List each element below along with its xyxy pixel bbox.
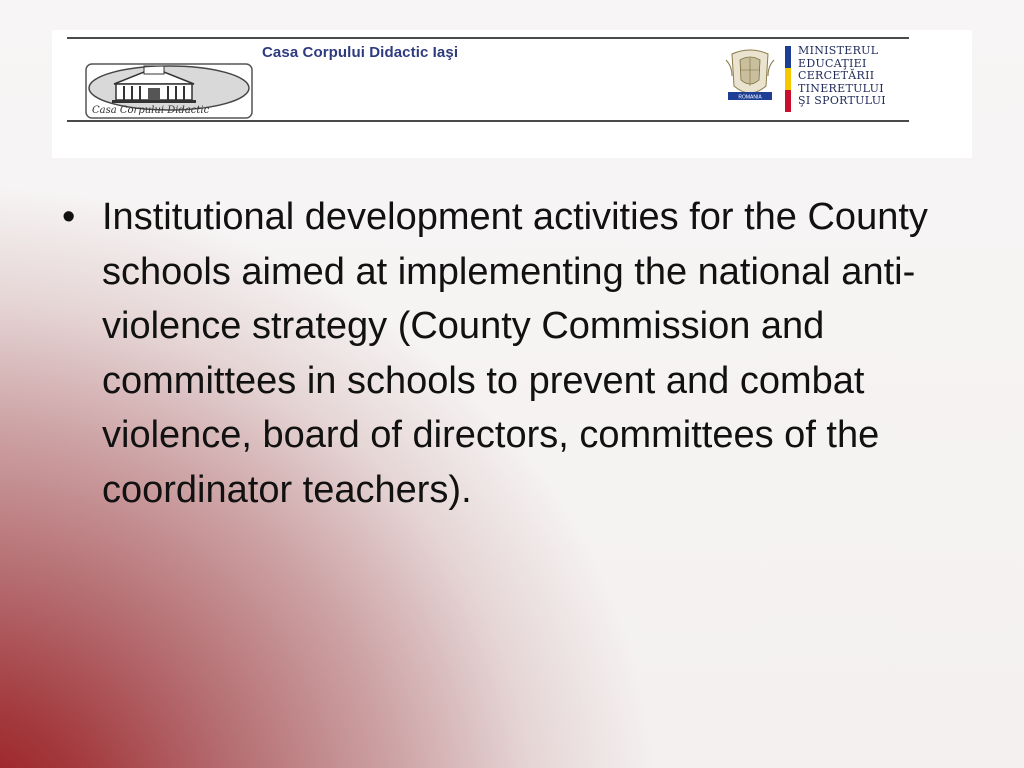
ministry-name <box>798 45 886 108</box>
ministry-line: TINERETULUI <box>798 81 884 95</box>
slide-content <box>62 190 972 517</box>
ministry-line: ŞI SPORTULUI <box>798 94 886 108</box>
header-bottom-rule <box>67 120 909 122</box>
bullet-item <box>62 190 972 517</box>
flag-bar <box>785 46 791 112</box>
org-title: Casa Corpului Didactic Iaşi <box>262 44 459 61</box>
flag-red <box>785 90 791 112</box>
bullet-symbol: • <box>62 196 76 238</box>
header-top-rule <box>67 37 909 39</box>
ministry-line: CERCETĂRII <box>798 69 875 83</box>
logo-caption: Casa Corpului Didactic <box>92 105 210 116</box>
flag-blue <box>785 46 791 68</box>
ministry-line: EDUCAŢIEI <box>798 56 867 70</box>
crest-label: ROMANIA <box>738 94 762 101</box>
flag-yellow <box>785 68 791 90</box>
ministry-line: MINISTERUL <box>798 44 879 57</box>
bullet-text: Institutional development activities for the County schools aimed at implementing the national anti-violence strategy (County Commission and committees in schools to prevent and combat violence, board of directors, committees of the coordinator teachers). <box>102 196 928 511</box>
coat-of-arms-icon <box>722 46 778 108</box>
